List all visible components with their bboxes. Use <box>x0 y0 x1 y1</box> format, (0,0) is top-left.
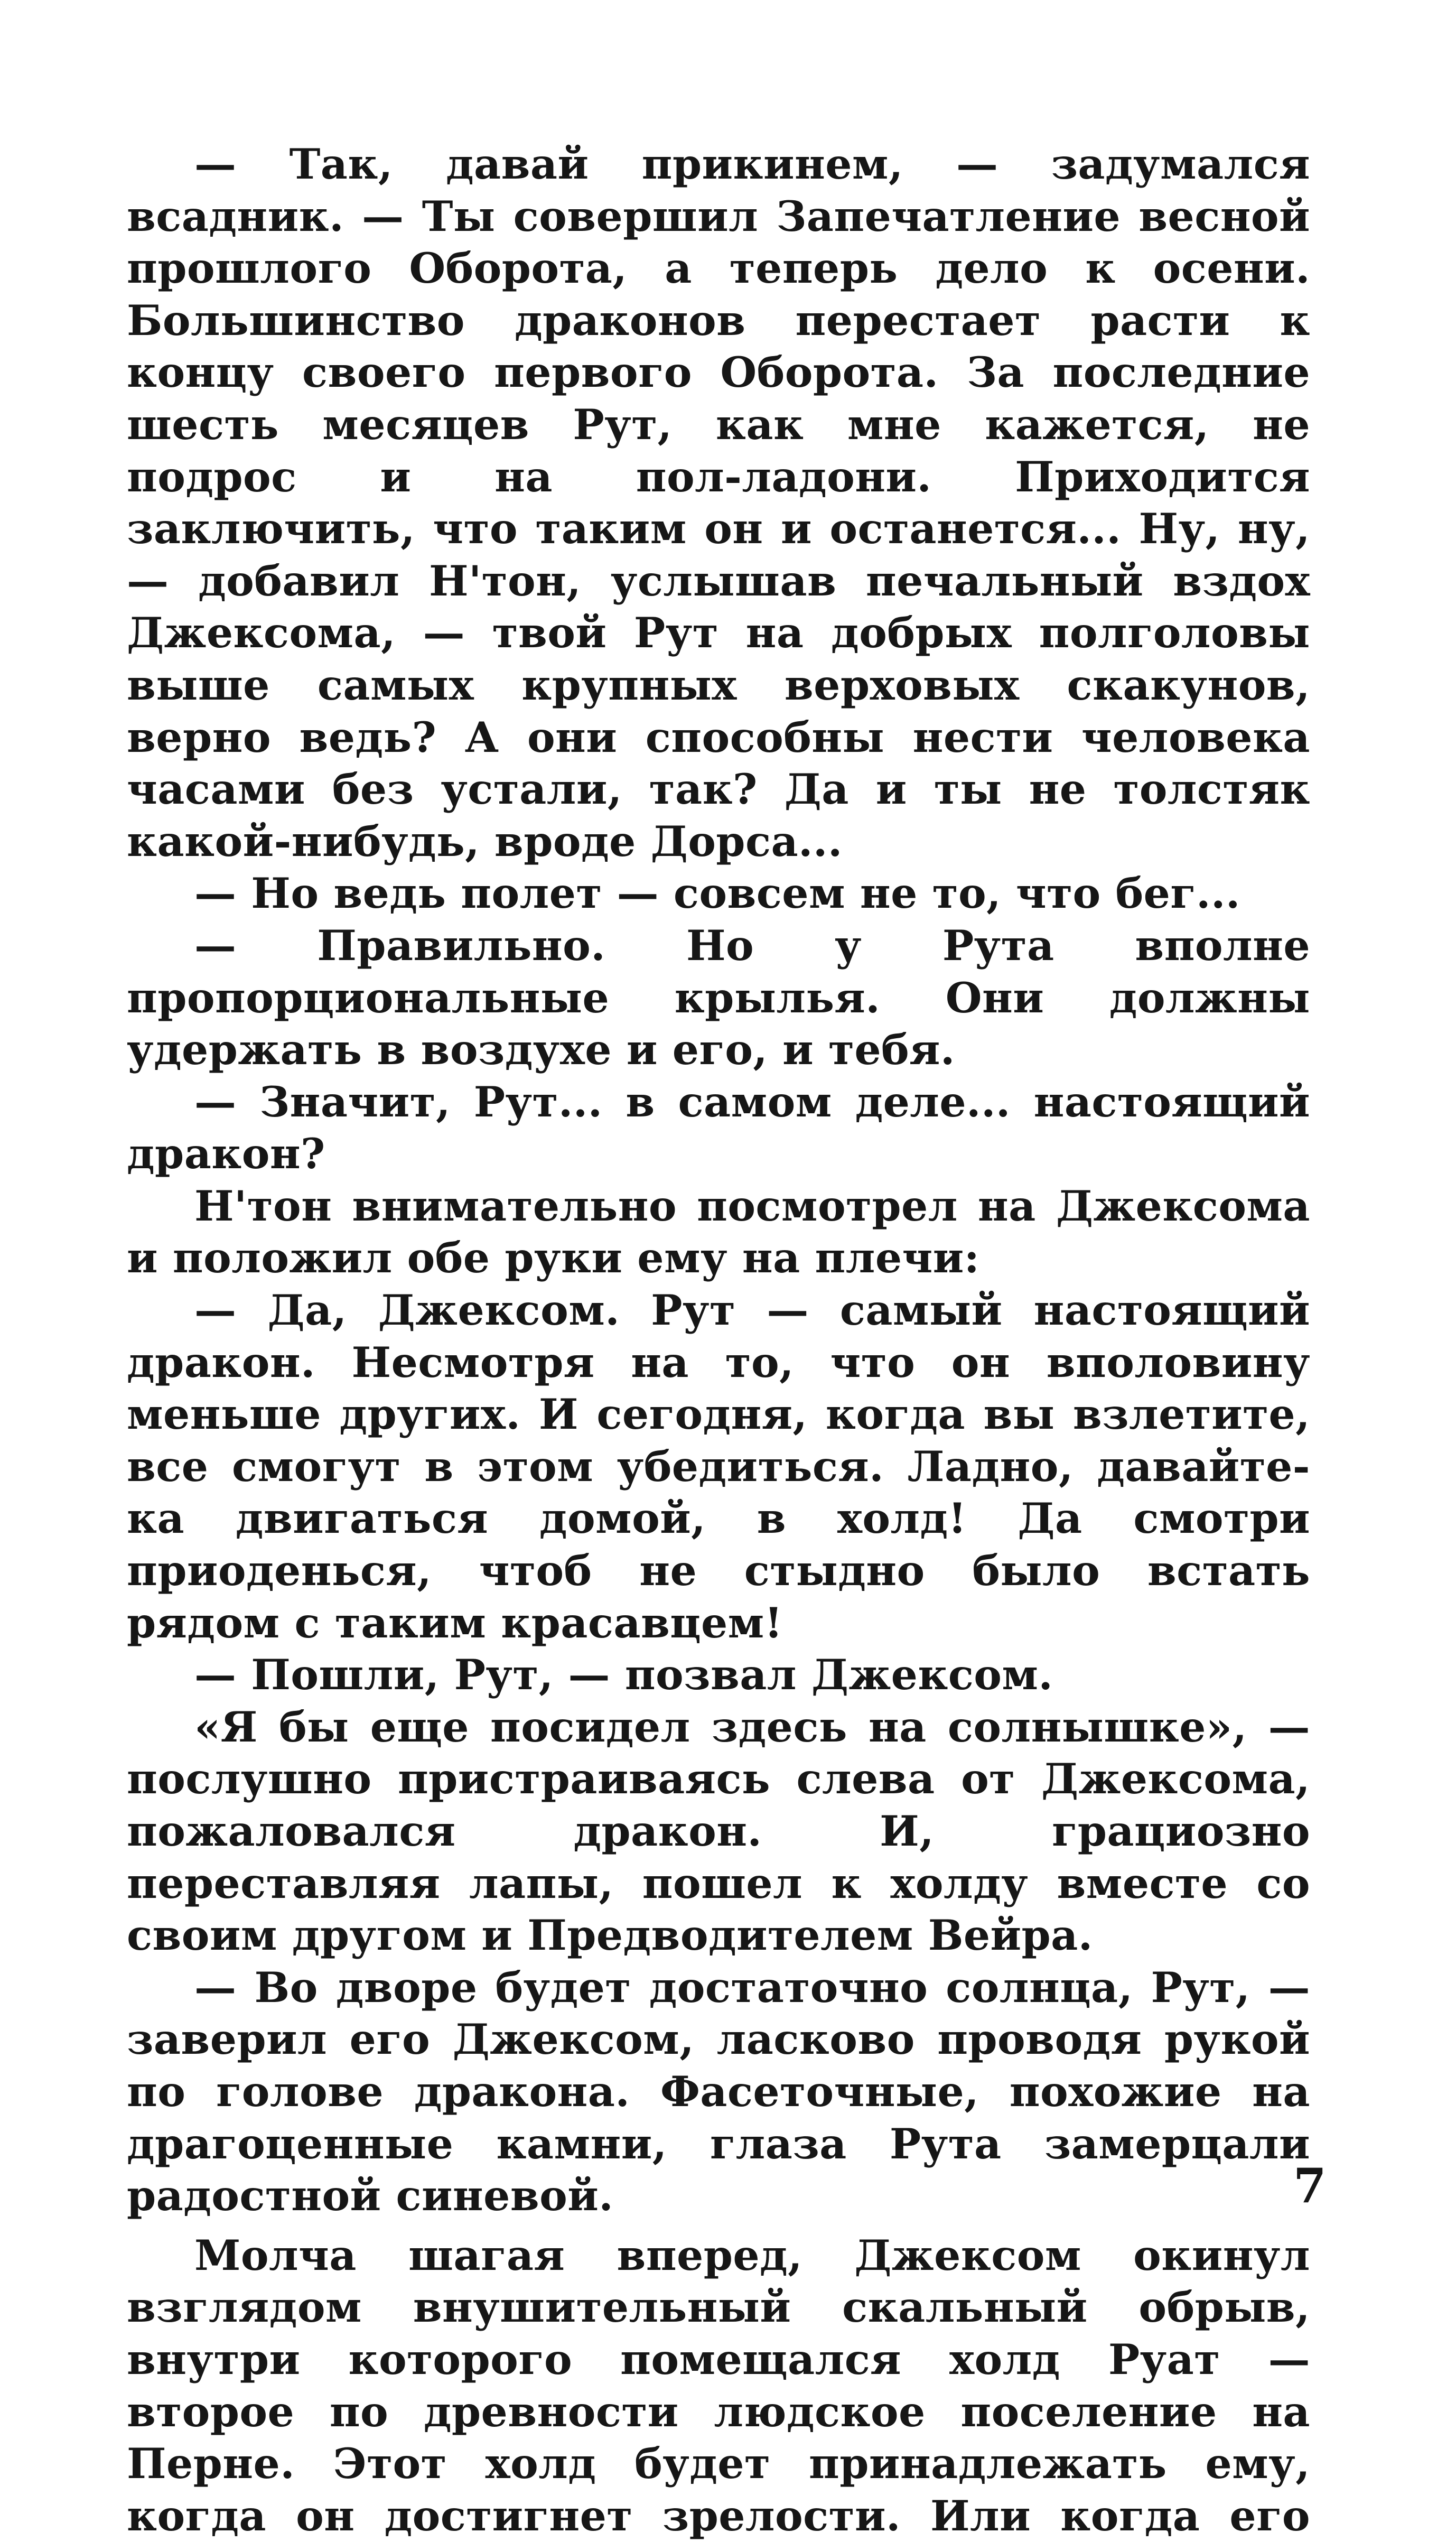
paragraph: Н'тон внимательно посмотрел на Джексома и положил обе руки ему на плечи: <box>127 1181 1310 1283</box>
paragraph: — Пошли, Рут, — позвал Джексом. <box>194 1650 1053 1700</box>
paragraph: — Значит, Рут... в самом деле... настоящий дракон? <box>127 1077 1310 1179</box>
paragraph: — Правильно. Но у Рута вполне пропорциональные крылья. Они должны удержать в воздухе и его, и тебя. <box>127 920 1310 1075</box>
paragraph: — Но ведь полет — совсем не то, что бег... <box>194 869 1240 918</box>
paragraph: Молча шагая вперед, Джексом окинул взглядом внушительный скальный обрыв, внутри которого помещался холд Руат — второе по древности людское поселение на Перне. Этот холд будет принадлежать ему, когда он достигнет зрелости. Или когда его <box>127 2230 1310 2540</box>
paragraph: — Во дворе будет достаточно солнца, Рут, — заверил его Джексом, ласково проводя рукой по голове дракона. Фасеточные, похожие на драгоценные камни, глаза Рута замерцали радостной синевой. <box>127 1962 1310 2221</box>
page-number: 7 <box>1293 2158 1327 2214</box>
paragraph: — Да, Джексом. Рут — самый настоящий дракон. Несмотря на то, что он вполовину меньше других. И сегодня, когда вы взлетите, все смогут в этом убедиться. Ладно, давайте-ка двигаться домой, в холд! Да смотри приоденься, чтоб не стыдно было встать рядом с таким красавцем! <box>127 1286 1310 1647</box>
paragraph: — Так, давай прикинем, — задумался всадник. — Ты совершил Запечатление весной прошлого Оборота, а теперь дело к осени. Большинство драконов перестает расти к концу своего первого Оборота. За последние шесть месяцев Рут, как мне кажется, не подрос и на пол-ладони. Приходится заключить, что таким он и останется... Ну, ну, — добавил Н'тон, услышав печальный вздох Джексома, — твой Рут на добрых полголовы выше самых крупных верховых скакунов, верно ведь? А они способны нести человека часами без устали, так? Да и ты не толстяк какой-нибудь, вроде Дорса... <box>127 139 1310 866</box>
paragraph: «Я бы еще посидел здесь на солнышке», — послушно пристраиваясь слева от Джексома, пожаловался дракон. И, грациозно переставляя лапы, пошел к холду вместе со своим другом и Предводителем Вейра. <box>127 1702 1310 1960</box>
body-text <box>127 138 1310 2542</box>
